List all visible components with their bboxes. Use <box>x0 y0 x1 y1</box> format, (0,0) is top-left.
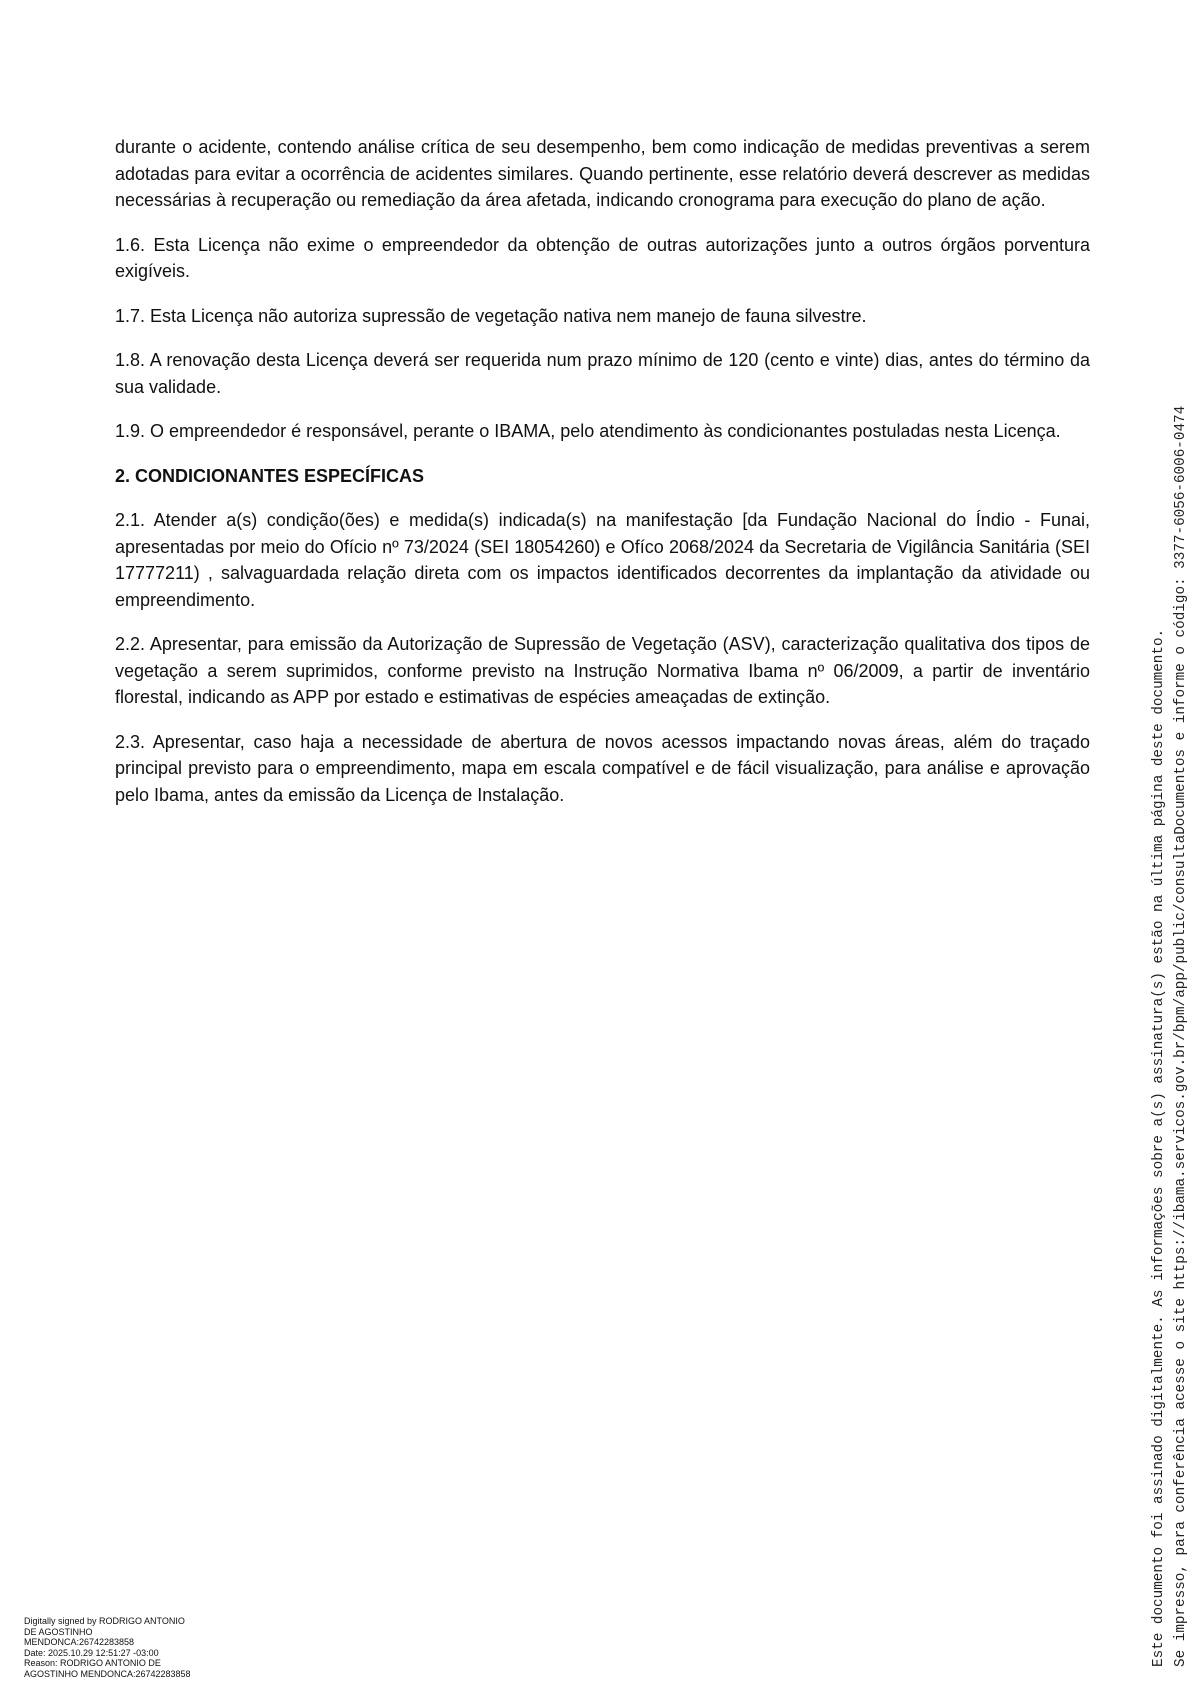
paragraph-1-7: 1.7. Esta Licença não autoriza supressão de vegetação nativa nem manejo de fauna silvestre. <box>115 305 867 326</box>
paragraph-2-2: 2.2. Apresentar, para emissão da Autorização de Supressão de Vegetação (ASV), caracterização qualitativa dos tipos de vegetação a serem suprimidos, conforme previsto na Instrução Normativa Ibama nº 06/2009, a partir de inventário florestal, indicando as APP por estado e estimativas de espécies ameaçadas de extinção. <box>115 634 1090 707</box>
signature-block <box>24 1616 191 1679</box>
paragraph-1-6: 1.6. Esta Licença não exime o empreendedor da obtenção de outras autorizações junto a outros órgãos porventura exigíveis. <box>115 234 1090 281</box>
notice-line-signed: Este documento foi assinado digitalmente. As informações sobre a(s) assinatura(s) estão na última página deste documento. <box>1151 628 1167 1667</box>
paragraph-1-8: 1.8. A renovação desta Licença deverá ser requerida num prazo mínimo de 120 (cento e vinte) dias, antes do término da sua validade. <box>115 350 1090 397</box>
section-heading: 2. CONDICIONANTES ESPECÍFICAS <box>115 465 425 486</box>
signature-line: AGOSTINHO MENDONCA:26742283858 <box>24 1668 191 1679</box>
digital-signature-notice <box>1148 227 1190 1667</box>
signature-line: DE AGOSTINHO <box>24 1626 93 1637</box>
notice-line-verification: Se impresso, para conferência acesse o site https://ibama.servicos.gov.br/bpm/app/public/consultaDocumentos e informe o código: 3377-6056-6006-0474 <box>1173 405 1189 1667</box>
document-body <box>115 134 1090 826</box>
signature-reason: Reason: RODRIGO ANTONIO DE <box>24 1658 161 1668</box>
signature-line: Digitally signed by RODRIGO ANTONIO <box>24 1616 185 1626</box>
signature-line: MENDONCA:26742283858 <box>24 1637 135 1647</box>
paragraph-1-9: 1.9. O empreendedor é responsável, perante o IBAMA, pelo atendimento às condicionantes postuladas nesta Licença. <box>115 421 1061 441</box>
paragraph-incident-report: durante o acidente, contendo análise crítica de seu desempenho, bem como indicação de medidas preventivas a serem adotadas para evitar a ocorrência de acidentes similares. Quando pertinente, esse relatório deverá descrever as medidas necessárias à recuperação ou remediação da área afetada, indicando cronograma para execução do plano de ação. <box>115 137 1090 210</box>
paragraph-2-3: 2.3. Apresentar, caso haja a necessidade de abertura de novos acessos impactando novas áreas, além do traçado principal previsto para o empreendimento, mapa em escala compatível e de fácil visualização, para análise e aprovação pelo Ibama, antes da emissão da Licença de Instalação. <box>115 731 1090 805</box>
signature-date: Date: 2025.10.29 12:51:27 -03:00 <box>24 1647 159 1658</box>
paragraph-2-1: 2.1. Atender a(s) condição(ões) e medida(s) indicada(s) na manifestação [da Fundação Nacional do Índio - Funai, apresentadas por meio do Ofício nº 73/2024 (SEI 18054260) e Ofíco 2068/2024 da Secretaria de Vigilância Sanitária (SEI 17777211) , salvaguardada relação direta com os impactos identificados decorrentes da implantação da atividade ou empreendimento. <box>115 510 1090 610</box>
